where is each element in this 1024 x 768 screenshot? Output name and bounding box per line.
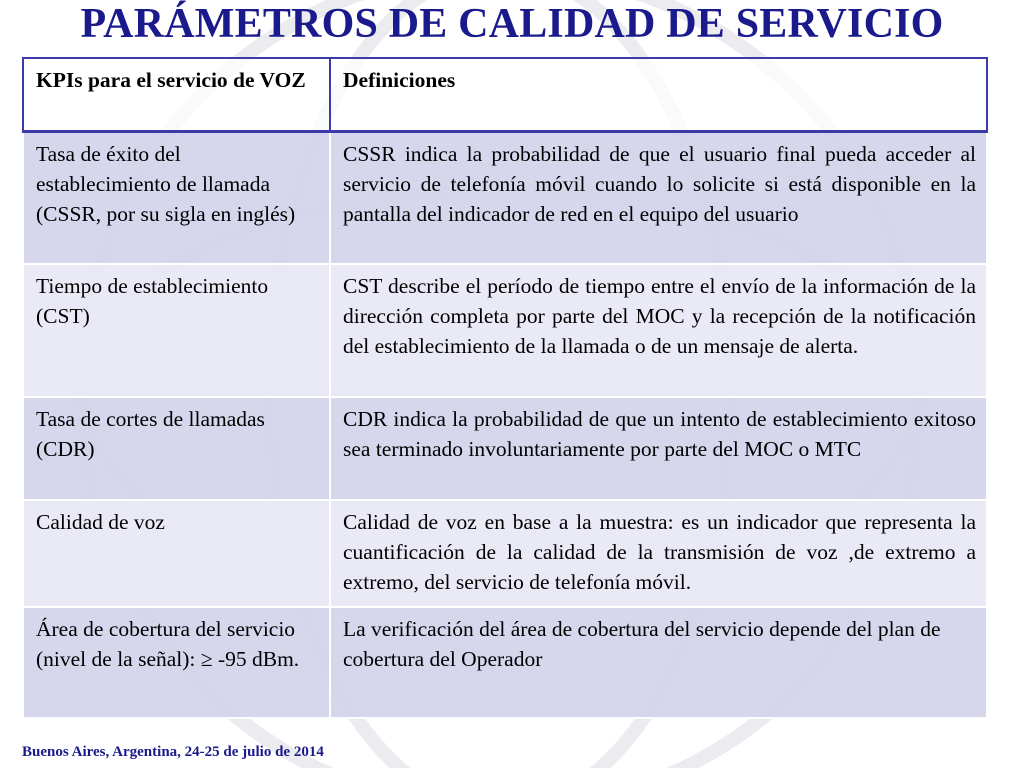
page-title: PARÁMETROS DE CALIDAD DE SERVICIO: [80, 1, 944, 47]
table-header-row: [23, 58, 987, 131]
definition-cell: La verificación del área de cobertura del servicio depende del plan de cobertura del Operador: [330, 607, 987, 718]
kpi-cell: Calidad de voz: [23, 500, 330, 607]
kpi-cell: Área de cobertura del servicio (nivel de la señal): ≥ -95 dBm.: [23, 607, 330, 718]
table-row: [23, 607, 987, 718]
table-row: [23, 500, 987, 607]
header-definitions: Definiciones: [330, 58, 987, 131]
kpi-cell: Tiempo de establecimiento (CST): [23, 264, 330, 397]
header-kpis: KPIs para el servicio de VOZ: [23, 58, 330, 131]
definition-cell: CDR indica la probabilidad de que un intento de establecimiento exitoso sea terminado involuntariamente por parte del MOC o MTC: [330, 397, 987, 500]
definition-cell: Calidad de voz en base a la muestra: es un indicador que representa la cuantificación de la calidad de la transmisión de voz ,de extremo a extremo, del servicio de telefonía móvil.: [330, 500, 987, 607]
table-row: [23, 264, 987, 397]
footer-location-date: Buenos Aires, Argentina, 24-25 de julio de 2014: [22, 744, 324, 760]
kpi-cell: Tasa de cortes de llamadas (CDR): [23, 397, 330, 500]
kpi-table: [22, 57, 988, 719]
kpi-cell: Tasa de éxito del establecimiento de llamada (CSSR, por su sigla en inglés): [23, 131, 330, 264]
table-row: [23, 397, 987, 500]
table-row: [23, 131, 987, 264]
definition-cell: CSSR indica la probabilidad de que el usuario final pueda acceder al servicio de telefonía móvil cuando lo solicite si está disponible en la pantalla del indicador de red en el equipo del usuario: [330, 131, 987, 264]
definition-cell: CST describe el período de tiempo entre el envío de la información de la dirección completa por parte del MOC y la recepción de la notificación del establecimiento de la llamada o de un mensaje de alerta.: [330, 264, 987, 397]
